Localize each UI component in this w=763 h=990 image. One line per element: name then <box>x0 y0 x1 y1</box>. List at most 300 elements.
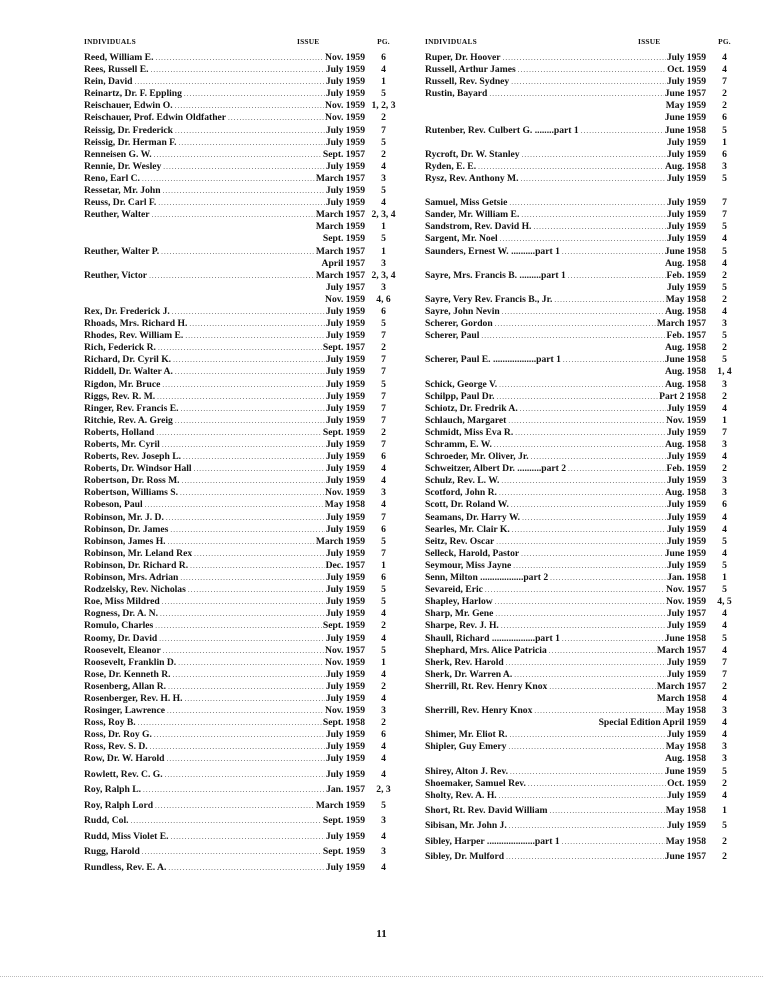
entry-name: Sharp, Mr. Gene <box>425 608 494 620</box>
entry-issue: July 1959 <box>666 451 706 463</box>
index-entry <box>425 391 743 403</box>
index-entry <box>84 596 402 608</box>
index-entry <box>425 560 743 572</box>
leader-dots <box>427 366 664 378</box>
leader-dots <box>508 415 665 427</box>
entry-name: Rein, David <box>84 76 133 88</box>
index-entry <box>425 705 743 717</box>
leader-dots <box>163 185 325 197</box>
entry-issue: Nov. 1959 <box>325 293 365 305</box>
entry-issue: June 1957 <box>664 88 706 100</box>
entry-name: Row, Dr. W. Harold <box>84 753 165 765</box>
entry-name: Rudd, Col. <box>84 815 129 827</box>
entry-page: 4 <box>722 547 727 559</box>
entry-issue: March 1957 <box>315 245 365 257</box>
entry-page: 5 <box>381 584 386 596</box>
leader-dots <box>509 197 665 209</box>
entry-page: 4 <box>381 499 386 511</box>
entry-page: 5 <box>722 535 727 547</box>
entry-issue: July 1959 <box>325 330 365 342</box>
entry-page: 4 <box>722 523 727 535</box>
entry-page: 5 <box>381 378 386 390</box>
index-entry <box>425 848 743 864</box>
entry-issue: July 1959 <box>666 656 706 668</box>
entry-name: Schweitzer, Albert Dr. ..........part 2 <box>425 463 567 475</box>
entry-name: Shipler, Guy Emery <box>425 741 507 753</box>
index-entry <box>425 76 743 88</box>
entry-issue: Aug. 1958 <box>664 160 706 172</box>
entry-issue: Oct. 1959 <box>667 64 706 76</box>
leader-dots <box>501 475 665 487</box>
index-entry <box>425 790 743 802</box>
leader-dots <box>175 415 325 427</box>
entry-name: Reuther, Walter P. <box>84 245 160 257</box>
entry-issue: July 1959 <box>666 221 706 233</box>
entry-name: Sandstrom, Rev. David H. <box>425 221 532 233</box>
entry-name-cell <box>84 781 365 797</box>
entry-name-cell <box>425 125 706 137</box>
entry-name: Seymour, Miss Jayne <box>425 559 512 571</box>
entry-name-cell <box>425 790 706 802</box>
index-entry <box>84 705 402 717</box>
leader-dots <box>511 499 666 511</box>
entry-page: 2 <box>381 148 386 160</box>
entry-issue: Sept. 1957 <box>322 148 365 160</box>
entry-issue: July 1959 <box>666 148 706 160</box>
entry-name: Robertson, Dr. Ross M. <box>84 475 180 487</box>
index-entry <box>84 306 402 318</box>
entry-page: 4 <box>722 692 727 704</box>
entry-page: 4 <box>381 632 386 644</box>
entry-issue: June 1959 <box>664 547 706 559</box>
entry-issue: July 1959 <box>325 366 365 378</box>
entry-name: Shaull, Richard ..................part 1 <box>425 632 560 644</box>
leader-dots <box>522 149 666 161</box>
entry-issue: Oct. 1959 <box>667 777 706 789</box>
entry-name-cell <box>425 633 706 645</box>
index-entry <box>84 753 402 765</box>
entry-name-cell <box>84 52 365 64</box>
entry-page: 4 <box>381 692 386 704</box>
entry-name-cell <box>84 342 365 354</box>
entry-name-cell <box>84 64 365 76</box>
entry-page: 6 <box>381 305 386 317</box>
entry-issue: July 1959 <box>325 197 365 209</box>
entry-name-cell <box>84 354 365 366</box>
index-entry <box>84 499 402 511</box>
leader-dots <box>427 100 665 112</box>
entry-name-cell <box>425 463 706 475</box>
page-number: 11 <box>376 928 387 940</box>
leader-dots <box>528 778 666 790</box>
leader-dots <box>86 294 324 306</box>
entry-name: Ringer, Rev. Francis E. <box>84 402 179 414</box>
entry-page: 7 <box>381 511 386 523</box>
index-entry <box>84 270 402 282</box>
entry-name: Reinartz, Dr. F. Eppling <box>84 88 182 100</box>
index-entry <box>84 859 402 875</box>
index-entry <box>425 342 743 354</box>
leader-dots <box>427 258 664 270</box>
leader-dots <box>581 125 664 137</box>
entry-issue: May 1958 <box>665 835 706 847</box>
leader-dots <box>499 487 664 499</box>
entry-name-cell <box>425 270 706 282</box>
entry-page: 6 <box>381 52 386 63</box>
entry-name-cell <box>84 812 365 828</box>
entry-page: 6 <box>722 112 727 124</box>
entry-name: Rich, Federick R. <box>84 342 156 354</box>
index-entry <box>84 633 402 645</box>
entry-name: Schiotz, Dr. Fredrik A. <box>425 402 518 414</box>
index-entry <box>425 258 743 270</box>
entry-page: 5 <box>722 172 727 184</box>
leader-dots <box>162 379 324 391</box>
index-entry <box>425 633 743 645</box>
entry-page: 2 <box>381 717 386 729</box>
index-entry <box>84 524 402 536</box>
entry-name: Ritchie, Rev. A. Greig <box>84 414 173 426</box>
entry-name-cell <box>425 391 706 403</box>
index-entry <box>84 451 402 463</box>
index-entry <box>425 802 743 818</box>
index-entry <box>84 354 402 366</box>
index-entry <box>84 620 402 632</box>
entry-issue: July 1959 <box>666 172 706 184</box>
entry-name-cell <box>84 512 365 524</box>
entry-name: Sargent, Mr. Noel <box>425 233 498 245</box>
entry-issue: May 1959 <box>665 100 706 112</box>
entry-name: Saunders, Ernest W. ..........part 1 <box>425 245 560 257</box>
leader-dots <box>173 354 325 366</box>
entry-issue: Aug. 1958 <box>664 439 706 450</box>
leader-dots <box>86 282 325 294</box>
entry-name-cell <box>425 173 706 185</box>
entry-issue: July 1959 <box>666 523 706 535</box>
index-entry <box>84 843 402 859</box>
leader-dots <box>554 294 664 306</box>
entry-name: Shapley, Harlow <box>425 596 493 608</box>
entry-issue: July 1959 <box>325 861 365 873</box>
leader-dots <box>509 817 666 833</box>
index-entry <box>425 330 743 342</box>
entry-issue: April 1957 <box>321 257 365 269</box>
entry-name: Rigdon, Mr. Bruce <box>84 378 161 390</box>
entry-name: Scherer, Paul <box>425 330 480 342</box>
entry-issue: July 1959 <box>325 741 365 753</box>
entry-name-cell <box>425 487 706 499</box>
entry-issue: Feb. 1959 <box>666 463 706 475</box>
leader-dots <box>549 645 656 657</box>
entry-issue: March 1957 <box>656 644 706 656</box>
left-index-column <box>84 34 402 874</box>
leader-dots <box>511 76 666 88</box>
index-entry <box>425 246 743 258</box>
entry-issue: July 1959 <box>325 584 365 596</box>
entry-issue: July 1959 <box>666 76 706 88</box>
index-entry <box>84 161 402 173</box>
entry-name: Romulo, Charles <box>84 620 154 632</box>
entry-page: 7 <box>381 390 386 402</box>
entry-page: 5 <box>722 632 727 644</box>
entry-page: 4 <box>722 644 727 656</box>
index-entry <box>84 294 402 306</box>
entry-name: Rose, Dr. Kenneth R. <box>84 668 171 680</box>
entry-name-cell <box>84 258 365 270</box>
index-entry <box>84 88 402 100</box>
entry-issue: July 1959 <box>666 789 706 801</box>
entry-name: Schroeder, Mr. Oliver, Jr. <box>425 451 529 463</box>
entry-name-cell <box>84 161 365 173</box>
entry-issue: July 1959 <box>325 354 365 366</box>
entry-name-cell <box>84 572 365 584</box>
entry-issue: July 1959 <box>325 475 365 487</box>
entry-name: Scherer, Paul E. ..................part 1 <box>425 354 561 366</box>
index-entry <box>425 354 743 366</box>
entry-name-cell <box>425 548 706 560</box>
entry-name-cell <box>84 560 365 572</box>
leader-dots <box>534 705 664 717</box>
leader-dots <box>182 475 325 487</box>
index-entry <box>84 427 402 439</box>
leader-dots <box>520 403 666 415</box>
entry-page: 2, 3, 4 <box>371 209 396 221</box>
entry-page: 4 <box>381 741 386 753</box>
entry-name-cell <box>84 379 365 391</box>
leader-dots <box>495 596 665 608</box>
entry-page: 5 <box>381 88 386 100</box>
entry-issue: July 1959 <box>325 523 365 535</box>
entry-issue: July 1959 <box>666 136 706 148</box>
entry-name-cell <box>84 221 365 233</box>
entry-issue: July 1959 <box>666 426 706 438</box>
entry-page: 4 <box>381 861 386 873</box>
entry-name-cell <box>84 403 365 415</box>
entry-name-cell <box>84 137 365 149</box>
entry-issue: March 1957 <box>656 680 706 692</box>
entry-name-cell <box>425 149 706 161</box>
entry-name: Reischauer, Edwin O. <box>84 100 173 112</box>
leader-dots <box>501 620 666 632</box>
entry-name-cell <box>425 282 706 294</box>
entry-issue: July 1959 <box>325 680 365 692</box>
index-entry <box>425 149 743 161</box>
entry-page: 4 <box>722 257 727 269</box>
leader-dots <box>481 330 665 342</box>
leader-dots <box>183 451 325 463</box>
leader-dots <box>495 608 665 620</box>
entry-issue: July 1959 <box>325 378 365 390</box>
entry-name-cell <box>84 843 365 859</box>
entry-issue: June 1959 <box>664 112 706 124</box>
index-entry <box>84 657 402 669</box>
entry-issue: Sept. 1959 <box>322 620 365 632</box>
entry-page: 2 <box>722 390 727 402</box>
entry-page: 6 <box>722 499 727 511</box>
entry-page: 2, 3 <box>376 784 391 796</box>
leader-dots <box>175 100 324 112</box>
entry-issue: June 1958 <box>664 632 706 644</box>
entry-page: 2 <box>722 851 727 863</box>
entry-name-cell <box>425 817 706 833</box>
leader-dots <box>135 76 325 88</box>
entry-name-cell <box>84 859 365 875</box>
entry-issue: July 1959 <box>666 402 706 414</box>
leader-dots <box>167 705 324 717</box>
entry-page: 1 <box>381 245 386 257</box>
leader-dots <box>550 572 666 584</box>
entry-issue: May 1958 <box>665 293 706 305</box>
entry-issue: July 1959 <box>325 511 365 523</box>
entry-page: 5 <box>381 136 386 148</box>
entry-name-cell <box>425 330 706 342</box>
entry-issue: July 1959 <box>325 318 365 330</box>
entry-page: 5 <box>722 820 727 832</box>
entry-page: 3 <box>381 281 386 293</box>
entry-name: Sayre, John Nevin <box>425 305 500 317</box>
index-entry <box>84 379 402 391</box>
index-entry <box>84 645 402 657</box>
leader-dots <box>179 137 325 149</box>
entry-name-cell <box>84 88 365 100</box>
leader-dots <box>159 633 325 645</box>
entry-name: Selleck, Harold, Pastor <box>425 547 520 559</box>
entry-name: Schmidt, Miss Eva R. <box>425 426 514 438</box>
entry-issue: March 1957 <box>315 269 365 281</box>
entry-issue: Sept. 1959 <box>322 815 365 827</box>
index-entry <box>425 584 743 596</box>
leader-dots <box>562 246 664 258</box>
entry-name: Reuther, Victor <box>84 269 148 281</box>
index-entry <box>425 415 743 427</box>
entry-page: 1 <box>381 76 386 88</box>
leader-dots <box>521 548 664 560</box>
entry-issue: May 1958 <box>324 499 365 511</box>
entry-issue: July 1959 <box>325 729 365 741</box>
entry-issue: June 1958 <box>664 245 706 257</box>
leader-dots <box>508 741 664 753</box>
entry-name-cell <box>425 451 706 463</box>
entry-page: 3 <box>722 753 727 765</box>
entry-name-cell <box>84 608 365 620</box>
entry-issue: Nov. 1959 <box>325 100 365 112</box>
entry-name: Robeson, Paul <box>84 499 143 511</box>
entry-issue: July 1959 <box>325 547 365 559</box>
entry-issue: March 1957 <box>656 318 706 330</box>
index-entry <box>84 366 402 378</box>
entry-page: 4 <box>722 64 727 76</box>
entry-name-cell <box>425 741 706 753</box>
entry-page: 5 <box>381 799 386 811</box>
leader-dots <box>170 524 324 536</box>
entry-page: 7 <box>381 547 386 559</box>
index-entry <box>425 717 743 729</box>
entry-page: 4 <box>722 305 727 317</box>
leader-dots <box>485 584 665 596</box>
entry-name-cell <box>84 306 365 318</box>
entry-issue: March 1959 <box>315 221 365 233</box>
leader-dots <box>173 669 325 681</box>
entry-name-cell <box>425 209 706 221</box>
entry-name-cell <box>84 366 365 378</box>
entry-issue: July 1959 <box>666 281 706 293</box>
entry-name: Schulz, Rev. L. W. <box>425 475 500 487</box>
entry-issue: July 1959 <box>666 620 706 632</box>
entry-issue: March 1957 <box>315 172 365 184</box>
entry-name-cell <box>425 475 706 487</box>
leader-dots <box>131 812 322 828</box>
entry-issue: July 1959 <box>325 668 365 680</box>
leader-dots <box>427 693 656 705</box>
index-entry <box>425 524 743 536</box>
entry-name: Reissig, Dr. Frederick <box>84 124 173 136</box>
entry-name-cell <box>84 741 365 753</box>
entry-issue: Nov. 1959 <box>325 112 365 124</box>
entry-issue: May 1958 <box>665 741 706 753</box>
entry-name-cell <box>425 342 706 354</box>
entry-issue: Aug. 1958 <box>664 753 706 765</box>
leader-dots <box>549 681 656 693</box>
leader-dots <box>497 391 659 403</box>
entry-issue: July 1959 <box>325 632 365 644</box>
entry-name: Scherer, Gordon <box>425 318 493 330</box>
entry-page: 3 <box>722 318 727 330</box>
leader-dots <box>533 221 665 233</box>
index-entry <box>425 693 743 705</box>
entry-page: 5 <box>381 644 386 656</box>
leader-dots <box>160 608 325 620</box>
leader-dots <box>568 270 666 282</box>
entry-name: Robinson, Mr. J. D. <box>84 511 164 523</box>
entry-page: 3 <box>381 487 386 499</box>
entry-issue: July 1959 <box>325 768 365 780</box>
leader-dots <box>509 729 665 741</box>
entry-page: 5 <box>722 354 727 366</box>
entry-issue: July 1959 <box>666 511 706 523</box>
entry-issue: Nov. 1959 <box>325 487 365 499</box>
index-entry <box>84 608 402 620</box>
leader-dots <box>138 717 322 729</box>
entry-page: 4 <box>722 717 727 729</box>
entry-issue: Nov. 1959 <box>325 52 365 63</box>
entry-page: 5 <box>722 245 727 257</box>
header-issue: ISSUE <box>638 37 661 46</box>
entry-name-cell <box>84 475 365 487</box>
leader-dots <box>167 753 325 765</box>
entry-name-cell <box>425 536 706 548</box>
leader-dots <box>512 524 666 536</box>
index-entry <box>84 781 402 797</box>
entry-name-cell <box>425 197 706 209</box>
leader-dots <box>151 64 325 76</box>
entry-name-cell <box>84 233 365 245</box>
entry-page: 5 <box>722 124 727 136</box>
leader-dots <box>163 645 324 657</box>
entry-name: Short, Rt. Rev. David William <box>425 804 548 816</box>
entry-name: Roberts, Rev. Joseph L. <box>84 451 182 463</box>
index-entry <box>425 209 743 221</box>
index-entry <box>84 391 402 403</box>
index-entry <box>84 548 402 560</box>
leader-dots <box>506 657 666 669</box>
entry-issue: July 1959 <box>666 499 706 511</box>
leader-dots <box>185 330 324 342</box>
entry-issue: July 1959 <box>666 52 706 63</box>
entry-page: 7 <box>381 402 386 414</box>
entry-name: Searles, Mr. Clair K. <box>425 523 510 535</box>
entry-name-cell <box>425 657 706 669</box>
entry-issue: Nov. 1957 <box>325 644 365 656</box>
